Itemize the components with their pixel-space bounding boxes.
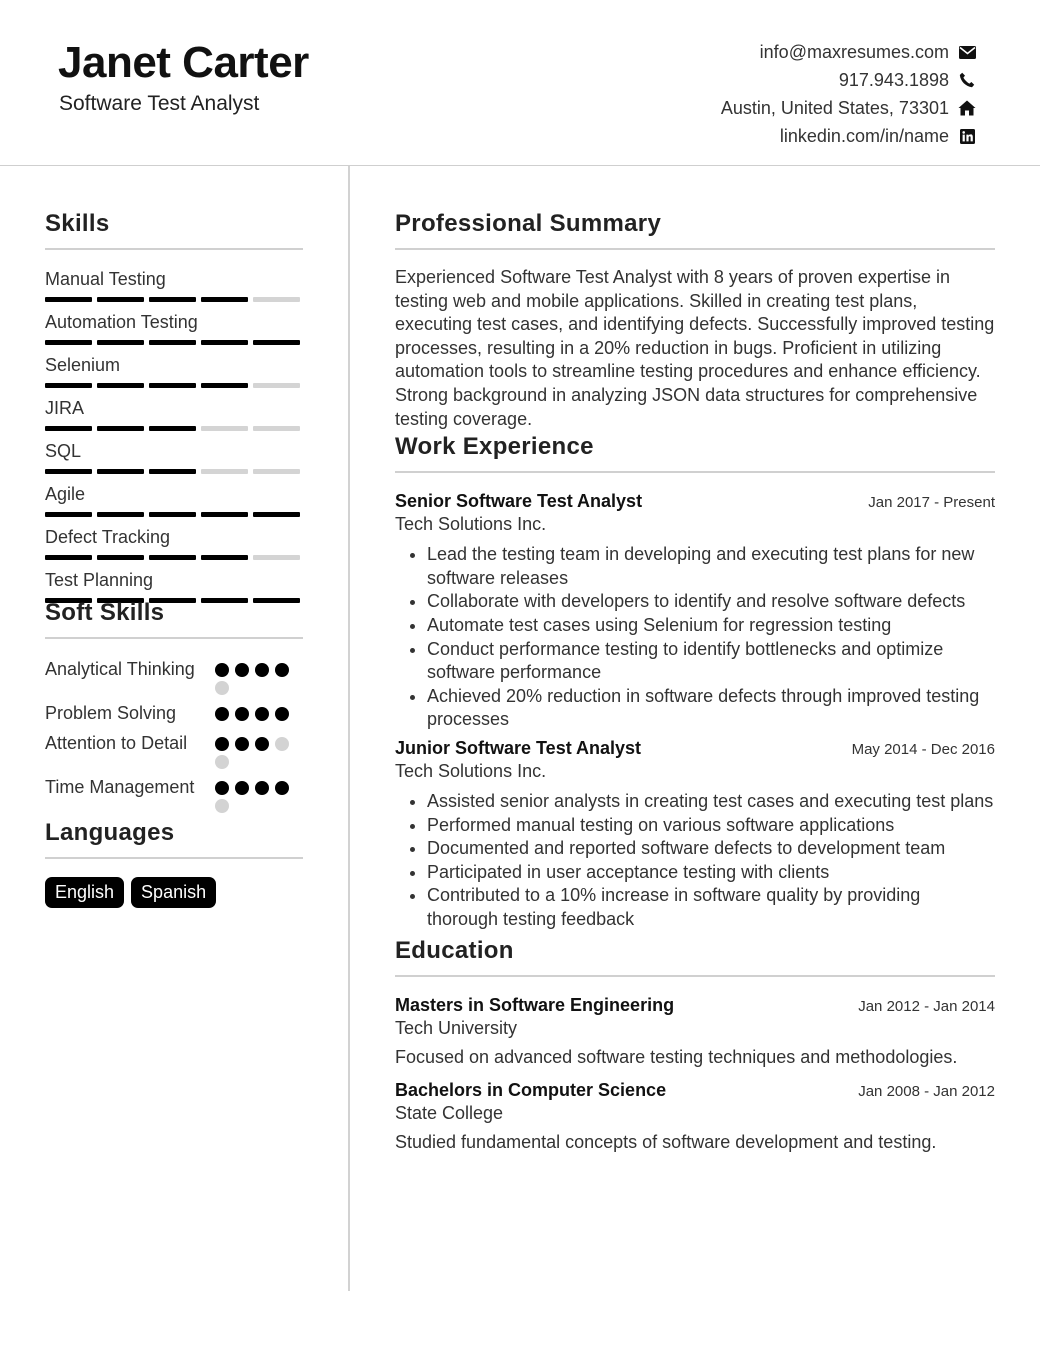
skills-list bbox=[45, 268, 303, 612]
skill-level-segment bbox=[253, 383, 300, 388]
linkedin-icon bbox=[958, 127, 976, 145]
job-company: Tech Solutions Inc. bbox=[395, 760, 547, 781]
education-school: State College bbox=[395, 1103, 504, 1124]
rating-dot bbox=[255, 781, 269, 795]
skill-level-segment bbox=[201, 383, 248, 388]
skill-level-bar bbox=[45, 555, 303, 560]
skill-level-segment bbox=[45, 512, 92, 517]
skill-level-segment bbox=[45, 383, 92, 388]
job-bullet: • Lead the testing team in developing and executing test plans for new software releases bbox=[427, 543, 995, 590]
skill-level-segment bbox=[97, 383, 144, 388]
contact-email-text: info@maxresumes.com bbox=[759, 41, 949, 62]
skill-level-bar bbox=[45, 426, 303, 431]
skill-level-segment bbox=[45, 340, 92, 345]
skill-level-segment bbox=[97, 426, 144, 431]
skill-name: Agile bbox=[45, 484, 86, 504]
skill-level-segment bbox=[149, 426, 196, 431]
job-role: Senior Software Test Analyst bbox=[395, 491, 643, 512]
rating-dot bbox=[235, 781, 249, 795]
skill-item bbox=[45, 311, 303, 354]
job-role: Junior Software Test Analyst bbox=[395, 737, 642, 758]
language-badge: Spanish bbox=[131, 877, 216, 908]
rating-dot bbox=[215, 681, 229, 695]
rating-dot bbox=[215, 755, 229, 769]
home-icon bbox=[958, 99, 976, 117]
contact-address-text: Austin, United States, 73301 bbox=[720, 97, 949, 118]
skill-level-segment bbox=[97, 512, 144, 517]
rating-dot bbox=[235, 737, 249, 751]
resume-header bbox=[0, 0, 1040, 166]
skill-level-segment bbox=[149, 469, 196, 474]
skill-item bbox=[45, 483, 303, 526]
skill-level-segment bbox=[253, 469, 300, 474]
languages-heading: Languages bbox=[45, 819, 303, 859]
job-bullet: • Achieved 20% reduction in software defects through improved testing processes bbox=[427, 685, 995, 732]
candidate-title: Software Test Analyst bbox=[59, 92, 260, 115]
skill-name: Selenium bbox=[45, 355, 121, 375]
job-header bbox=[395, 491, 995, 512]
education-date: Jan 2008 - Jan 2012 bbox=[858, 1083, 995, 1101]
skill-level-segment bbox=[149, 555, 196, 560]
contact-linkedin-text: linkedin.com/in/name bbox=[779, 125, 949, 146]
skill-level-segment bbox=[253, 340, 300, 345]
candidate-name: Janet Carter bbox=[58, 38, 309, 87]
contact-block bbox=[721, 38, 976, 150]
skill-level-segment bbox=[149, 340, 196, 345]
job-bullet: • Assisted senior analysts in creating test cases and executing test plans bbox=[427, 790, 995, 814]
job-header bbox=[395, 738, 995, 759]
soft-skill-rating bbox=[215, 731, 303, 769]
soft-skill-item bbox=[45, 701, 303, 725]
right-column bbox=[395, 210, 995, 1165]
left-column bbox=[45, 210, 303, 908]
soft-skill-item bbox=[45, 775, 303, 813]
skill-level-segment bbox=[201, 469, 248, 474]
skill-level-bar bbox=[45, 297, 303, 302]
rating-dot bbox=[215, 707, 229, 721]
skill-item bbox=[45, 268, 303, 311]
job-bullet: • Documented and reported software defects to development team bbox=[427, 837, 995, 861]
education-entry bbox=[395, 995, 995, 1068]
education-entry bbox=[395, 1080, 995, 1153]
experience-heading: Work Experience bbox=[395, 433, 995, 473]
soft-skills-list bbox=[45, 657, 303, 813]
skill-level-segment bbox=[97, 340, 144, 345]
skill-name: JIRA bbox=[45, 398, 85, 418]
skill-level-segment bbox=[253, 297, 300, 302]
education-degree: Masters in Software Engineering bbox=[395, 995, 675, 1016]
skill-level-segment bbox=[45, 555, 92, 560]
skill-level-bar bbox=[45, 512, 303, 517]
skill-level-segment bbox=[201, 297, 248, 302]
contact-phone-text: 917.943.1898 bbox=[838, 69, 949, 90]
soft-skill-item bbox=[45, 657, 303, 695]
skill-level-segment bbox=[201, 512, 248, 517]
rating-dot bbox=[255, 707, 269, 721]
job-entry bbox=[395, 738, 995, 932]
contact-phone[interactable] bbox=[721, 66, 976, 94]
skill-level-segment bbox=[97, 555, 144, 560]
envelope-icon bbox=[958, 43, 976, 61]
rating-dot bbox=[275, 737, 289, 751]
contact-address bbox=[721, 94, 976, 122]
skill-level-segment bbox=[149, 383, 196, 388]
skill-item bbox=[45, 440, 303, 483]
languages-list bbox=[45, 877, 303, 908]
job-bullet: • Conduct performance testing to identify bottlenecks and optimize software performance bbox=[427, 638, 995, 685]
job-bullet: • Participated in user acceptance testing with clients bbox=[427, 861, 995, 885]
column-divider bbox=[348, 166, 350, 1291]
soft-skill-rating bbox=[215, 657, 303, 695]
skill-level-segment bbox=[253, 512, 300, 517]
rating-dot bbox=[215, 781, 229, 795]
skill-level-segment bbox=[97, 469, 144, 474]
skill-item bbox=[45, 354, 303, 397]
rating-dot bbox=[215, 737, 229, 751]
skill-name: Manual Testing bbox=[45, 269, 166, 289]
skill-level-bar bbox=[45, 469, 303, 474]
rating-dot bbox=[215, 663, 229, 677]
skill-name: Test Planning bbox=[45, 570, 154, 590]
soft-skill-name: Problem Solving bbox=[45, 703, 177, 723]
rating-dot bbox=[235, 707, 249, 721]
contact-linkedin[interactable] bbox=[721, 122, 976, 150]
soft-skill-name: Time Management bbox=[45, 777, 195, 797]
soft-skill-item bbox=[45, 731, 303, 769]
skill-name: Defect Tracking bbox=[45, 527, 171, 547]
skill-level-segment bbox=[201, 426, 248, 431]
skill-level-bar bbox=[45, 340, 303, 345]
skill-level-segment bbox=[45, 469, 92, 474]
skill-level-segment bbox=[45, 297, 92, 302]
job-bullet: • Contributed to a 10% increase in software quality by providing thorough testing feedback bbox=[427, 884, 995, 931]
rating-dot bbox=[275, 781, 289, 795]
education-header bbox=[395, 995, 995, 1016]
soft-skill-rating bbox=[215, 701, 303, 725]
summary-heading: Professional Summary bbox=[395, 210, 995, 250]
rating-dot bbox=[275, 707, 289, 721]
job-date: Jan 2017 - Present bbox=[868, 494, 995, 512]
jobs-list bbox=[395, 491, 995, 931]
rating-dot bbox=[275, 663, 289, 677]
skill-name: Automation Testing bbox=[45, 312, 198, 332]
skill-level-segment bbox=[97, 297, 144, 302]
skill-level-segment bbox=[253, 598, 300, 603]
education-header bbox=[395, 1080, 995, 1101]
education-description: Studied fundamental concepts of software development and testing. bbox=[395, 1132, 937, 1153]
language-badge: English bbox=[45, 877, 124, 908]
soft-skill-rating bbox=[215, 775, 303, 813]
education-list bbox=[395, 995, 995, 1153]
skill-name: SQL bbox=[45, 441, 82, 461]
education-degree: Bachelors in Computer Science bbox=[395, 1080, 667, 1101]
skill-level-segment bbox=[201, 598, 248, 603]
rating-dot bbox=[255, 737, 269, 751]
job-bullets bbox=[427, 790, 995, 932]
education-date: Jan 2012 - Jan 2014 bbox=[858, 998, 995, 1016]
contact-email[interactable] bbox=[721, 38, 976, 66]
skill-level-segment bbox=[201, 555, 248, 560]
summary-text: Experienced Software Test Analyst with 8 years of proven expertise in testing web and mobile applications. Skilled in creating test plans, executing test cases, and identifying defects. Successfully improved testing processes, resulting in a 20% reduction in bugs. Proficient in utilizing automation tools to streamline testing procedures and enhance efficiency. Strong background in analyzing JSON data structures for comprehensive testing coverage. bbox=[395, 267, 995, 429]
job-bullets bbox=[427, 543, 995, 732]
soft-skill-name: Attention to Detail bbox=[45, 733, 188, 753]
rating-dot bbox=[255, 663, 269, 677]
skills-heading: Skills bbox=[45, 210, 303, 250]
skill-level-segment bbox=[253, 426, 300, 431]
education-heading: Education bbox=[395, 937, 995, 977]
skill-item bbox=[45, 397, 303, 440]
soft-skills-heading: Soft Skills bbox=[45, 599, 303, 639]
skill-level-segment bbox=[149, 512, 196, 517]
job-date: May 2014 - Dec 2016 bbox=[851, 740, 995, 758]
job-bullet: • Performed manual testing on various software applications bbox=[427, 814, 995, 838]
soft-skill-name: Analytical Thinking bbox=[45, 659, 195, 679]
skill-level-segment bbox=[201, 340, 248, 345]
skill-level-bar bbox=[45, 383, 303, 388]
skill-level-segment bbox=[253, 555, 300, 560]
job-bullet: • Collaborate with developers to identify and resolve software defects bbox=[427, 590, 995, 614]
education-school: Tech University bbox=[395, 1018, 518, 1039]
skill-item bbox=[45, 526, 303, 569]
skill-level-segment bbox=[149, 297, 196, 302]
job-entry bbox=[395, 491, 995, 732]
rating-dot bbox=[235, 663, 249, 677]
skill-level-segment bbox=[45, 426, 92, 431]
job-company: Tech Solutions Inc. bbox=[395, 514, 547, 535]
phone-icon bbox=[958, 71, 976, 89]
education-description: Focused on advanced software testing techniques and methodologies. bbox=[395, 1047, 958, 1068]
job-bullet: • Automate test cases using Selenium for regression testing bbox=[427, 614, 995, 638]
rating-dot bbox=[215, 799, 229, 813]
